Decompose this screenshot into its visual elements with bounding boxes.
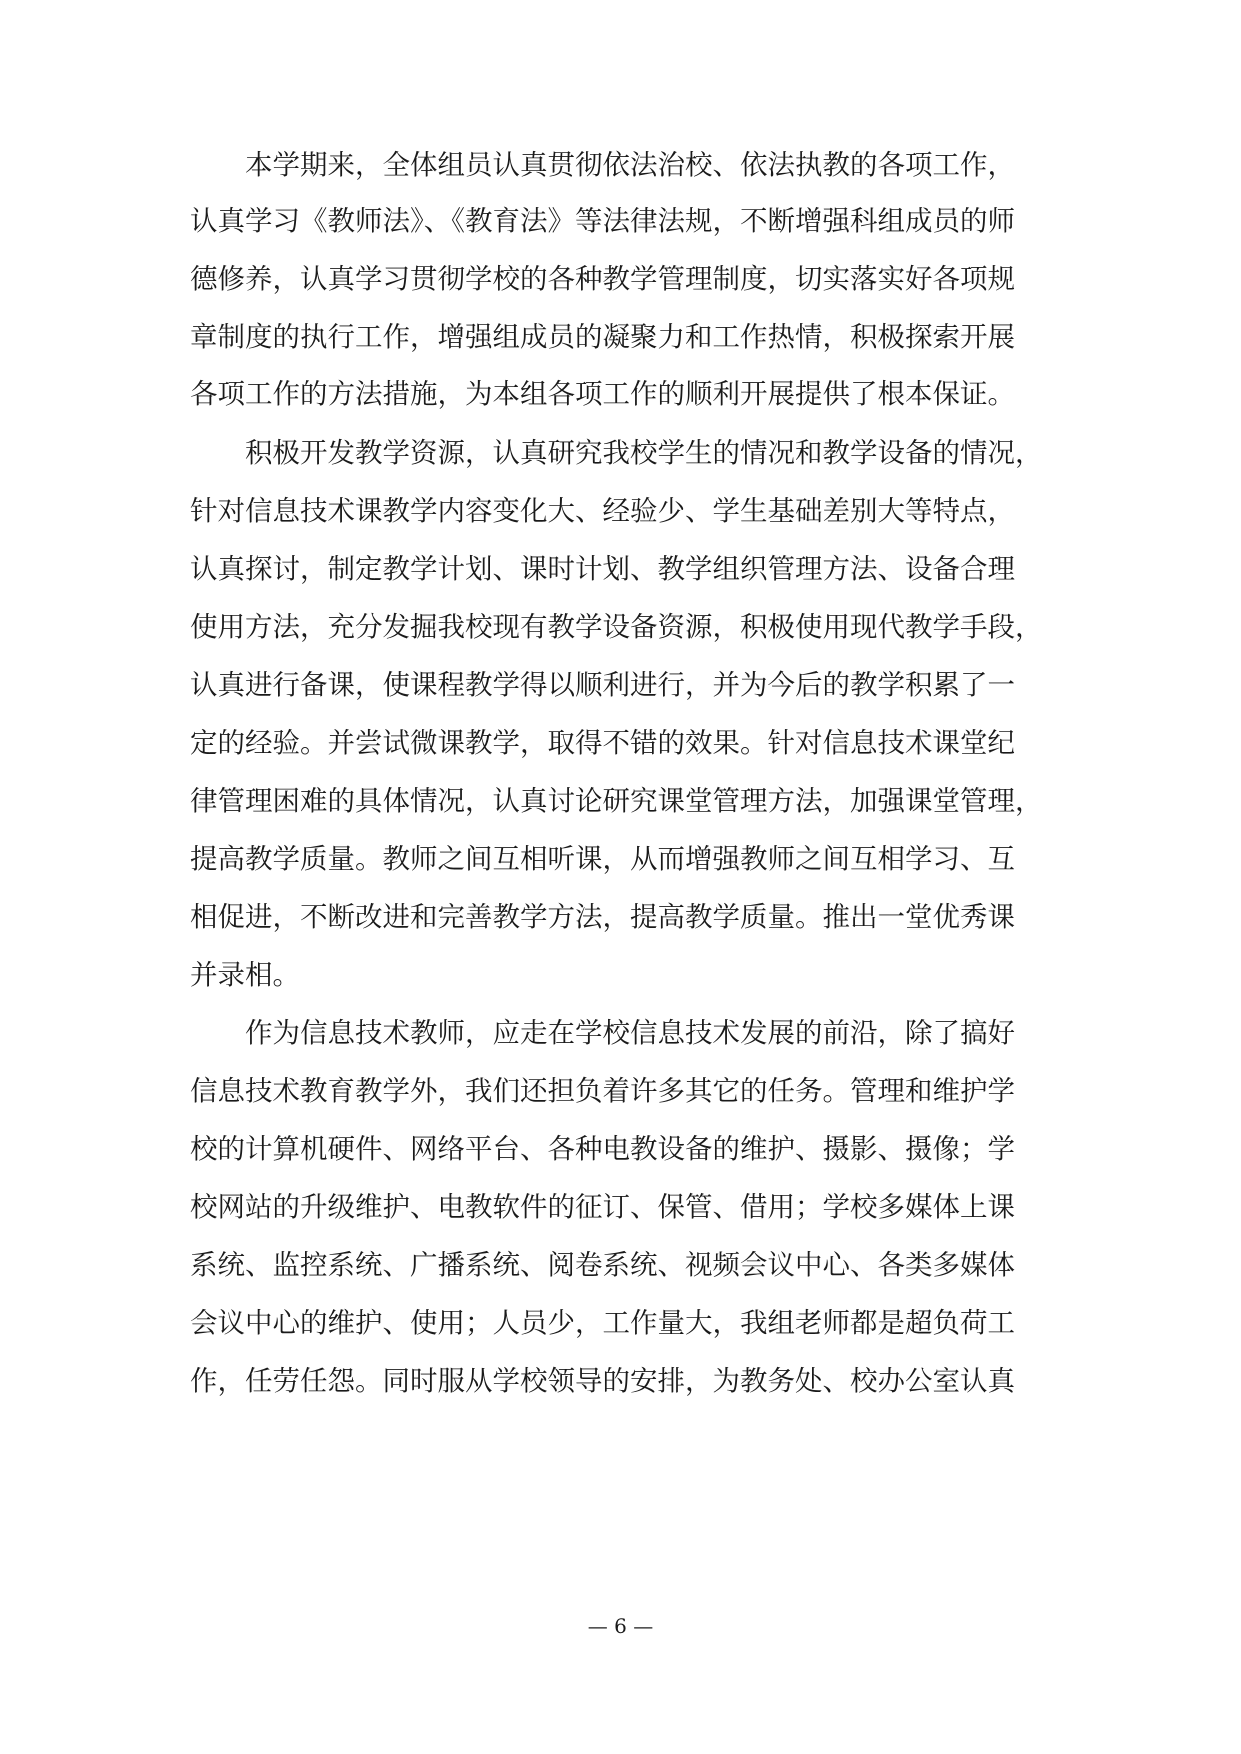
paragraph-3-line-2: 信息技术教育教学外，我们还担负着许多其它的任务。管理和维护学 [190,1075,1015,1107]
paragraph-2-line-2: 针对信息技术课教学内容变化大、经验少、学生基础差别大等特点， [190,495,1015,527]
paragraph-2-line-5: 认真进行备课，使课程教学得以顺利进行，并为今后的教学积累了一 [190,669,1015,701]
paragraph-3-line-5: 系统、监控系统、广播系统、阅卷系统、视频会议中心、各类多媒体 [190,1249,1015,1281]
paragraph-2-line-6: 定的经验。并尝试微课教学，取得不错的效果。针对信息技术课堂纪 [190,727,1015,759]
paragraph-2-line-7: 律管理困难的具体情况，认真讨论研究课堂管理方法，加强课堂管理， [190,785,1043,817]
paragraph-3-line-3: 校的计算机硬件、网络平台、各种电教设备的维护、摄影、摄像；学 [190,1133,1015,1165]
paragraph-2-line-1: 积极开发教学资源，认真研究我校学生的情况和教学设备的情况， [245,437,1043,469]
page-number: — 6 — [587,1614,654,1638]
paragraph-2-line-10: 并录相。 [190,959,300,991]
paragraph-2-line-8: 提高教学质量。教师之间互相听课，从而增强教师之间互相学习、互 [190,843,1015,875]
paragraph-2-line-9: 相促进，不断改进和完善教学方法，提高教学质量。推出一堂优秀课 [190,901,1015,933]
paragraph-2-line-3: 认真探讨，制定教学计划、课时计划、教学组织管理方法、设备合理 [190,553,1015,585]
paragraph-2-line-4: 使用方法，充分发掘我校现有教学设备资源，积极使用现代教学手段， [190,611,1043,643]
paragraph-1-line-4: 章制度的执行工作，增强组成员的凝聚力和工作热情，积极探索开展 [190,321,1015,353]
paragraph-3-line-6: 会议中心的维护、使用；人员少，工作量大，我组老师都是超负荷工 [190,1307,1015,1339]
paragraph-1-line-3: 德修养，认真学习贯彻学校的各种教学管理制度，切实落实好各项规 [190,263,1015,295]
paragraph-3-line-7: 作，任劳任怨。同时服从学校领导的安排，为教务处、校办公室认真 [190,1365,1015,1397]
paragraph-1-line-2: 认真学习《教师法》、《教育法》等法律法规，不断增强科组成员的师 [190,205,1015,237]
paragraph-1-line-5: 各项工作的方法措施，为本组各项工作的顺利开展提供了根本保证。 [190,378,1015,410]
paragraph-3-line-4: 校网站的升级维护、电教软件的征订、保管、借用；学校多媒体上课 [190,1191,1015,1223]
paragraph-3-line-1: 作为信息技术教师，应走在学校信息技术发展的前沿，除了搞好 [245,1017,1015,1049]
paragraph-1-line-1: 本学期来，全体组员认真贯彻依法治校、依法执教的各项工作， [245,149,1015,181]
